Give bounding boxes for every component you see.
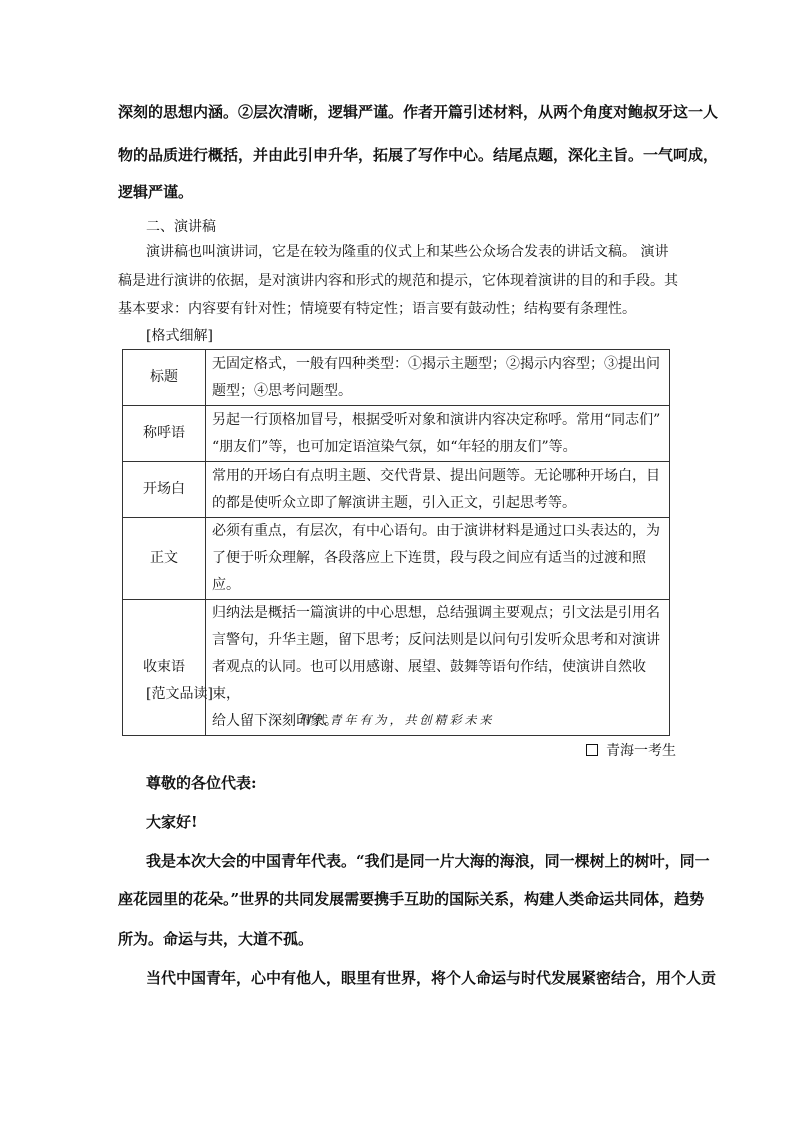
desc-line: 必须有重点，有层次，有中心语句。由于演讲材料是通过口头表达的，为 bbox=[212, 523, 660, 539]
format-label: [格式细解] bbox=[146, 328, 213, 344]
desc-title bbox=[206, 350, 670, 406]
desc-salutation bbox=[206, 406, 670, 462]
desc-line: 归纳法是概括一篇演讲的中心思想，总结强调主要观点；引文法是引用名 bbox=[212, 605, 660, 621]
speech-para1-line-2: 座花园里的花朵。”世界的共同发展需要携手互助的国际关系，构建人类命运共同体，趋势 bbox=[118, 890, 705, 908]
desc-line: 另起一行顶格加冒号，根据受听对象和演讲内容决定称呼。常用“同志们” bbox=[212, 411, 661, 428]
term-opening: 开场白 bbox=[123, 462, 206, 518]
desc-line: 的都是使听众立即了解演讲主题，引入正文，引起思考等。 bbox=[212, 494, 576, 511]
intro-line-3: 逻辑严谨。 bbox=[118, 183, 194, 201]
desc-line: 题型；④思考问题型。 bbox=[212, 382, 352, 399]
section-heading: 二、演讲稿 bbox=[146, 219, 216, 235]
desc-line: 常用的开场白有点明主题、交代背景、提出问题等。无论哪种开场白，目 bbox=[212, 467, 660, 484]
speech-para1-line-1: 我是本次大会的中国青年代表。“我们是同一片大海的海浪，同一棵树上的树叶，同一 bbox=[146, 852, 710, 870]
intro-line-1: 深刻的思想内涵。②层次清晰，逻辑严谨。作者开篇引述材料，从两个角度对鲍叔牙这一人 bbox=[118, 103, 719, 121]
term-title: 标题 bbox=[123, 350, 206, 406]
definition-line-2: 稿是进行演讲的依据，是对演讲内容和形式的规范和提示，它体现着演讲的目的和手段。其 bbox=[118, 273, 678, 289]
desc-opening bbox=[206, 462, 670, 518]
term-body: 正文 bbox=[123, 518, 206, 600]
desc-line: 给人留下深刻印象。 bbox=[212, 713, 338, 729]
table-row bbox=[123, 462, 670, 518]
term-salutation: 称呼语 bbox=[123, 406, 206, 462]
speech-title: 时代青年有为，共创精彩未来 bbox=[299, 713, 495, 727]
definition-line-3: 基本要求：内容要有针对性；情境要有特定性；语言要有鼓动性；结构要有条理性。 bbox=[118, 301, 636, 317]
desc-body bbox=[206, 518, 670, 600]
term-closing: 收束语 bbox=[123, 600, 206, 736]
table-row bbox=[123, 350, 670, 406]
table-row bbox=[123, 406, 670, 462]
definition-line-1: 演讲稿也叫演讲词，它是在较为隆重的仪式上和某些公众场合发表的讲话文稿。 演讲 bbox=[146, 244, 669, 260]
speech-para1-line-3: 所为。命运与共，大道不孤。 bbox=[118, 930, 314, 948]
intro-line-2: 物的品质进行概括，并由此引申升华，拓展了写作中心。结尾点题，深化主旨。一气呵成， bbox=[118, 146, 719, 164]
format-table bbox=[122, 349, 670, 736]
desc-line: “朋友们”等，也可加定语渲染气氛，如“年轻的朋友们”等。 bbox=[212, 438, 577, 455]
square-icon bbox=[586, 744, 598, 756]
speech-author bbox=[586, 740, 676, 760]
desc-line: 了便于听众理解，各段落应上下连贯，段与段之间应有适当的过渡和照应。 bbox=[212, 550, 646, 593]
desc-line: 言警句，升华主题，留下思考；反问法则是以问句引发听众思考和对演讲 bbox=[212, 632, 660, 648]
sample-label: [范文品读] bbox=[146, 686, 213, 702]
speech-greeting: 大家好! bbox=[146, 813, 198, 831]
speech-salutation: 尊敬的各位代表: bbox=[146, 774, 257, 792]
speech-para2-line-1: 当代中国青年，心中有他人，眼里有世界，将个人命运与时代发展紧密结合，用个人贡 bbox=[146, 969, 717, 987]
author-name: 青海一考生 bbox=[606, 743, 676, 759]
desc-line: 无固定格式，一般有四种类型：①揭示主题型；②揭示内容型；③提出问 bbox=[212, 355, 660, 372]
table-row bbox=[123, 518, 670, 600]
desc-line: 者观点的认同。也可以用感谢、展望、鼓舞等语句作结，使演讲自然收束， bbox=[212, 659, 646, 702]
